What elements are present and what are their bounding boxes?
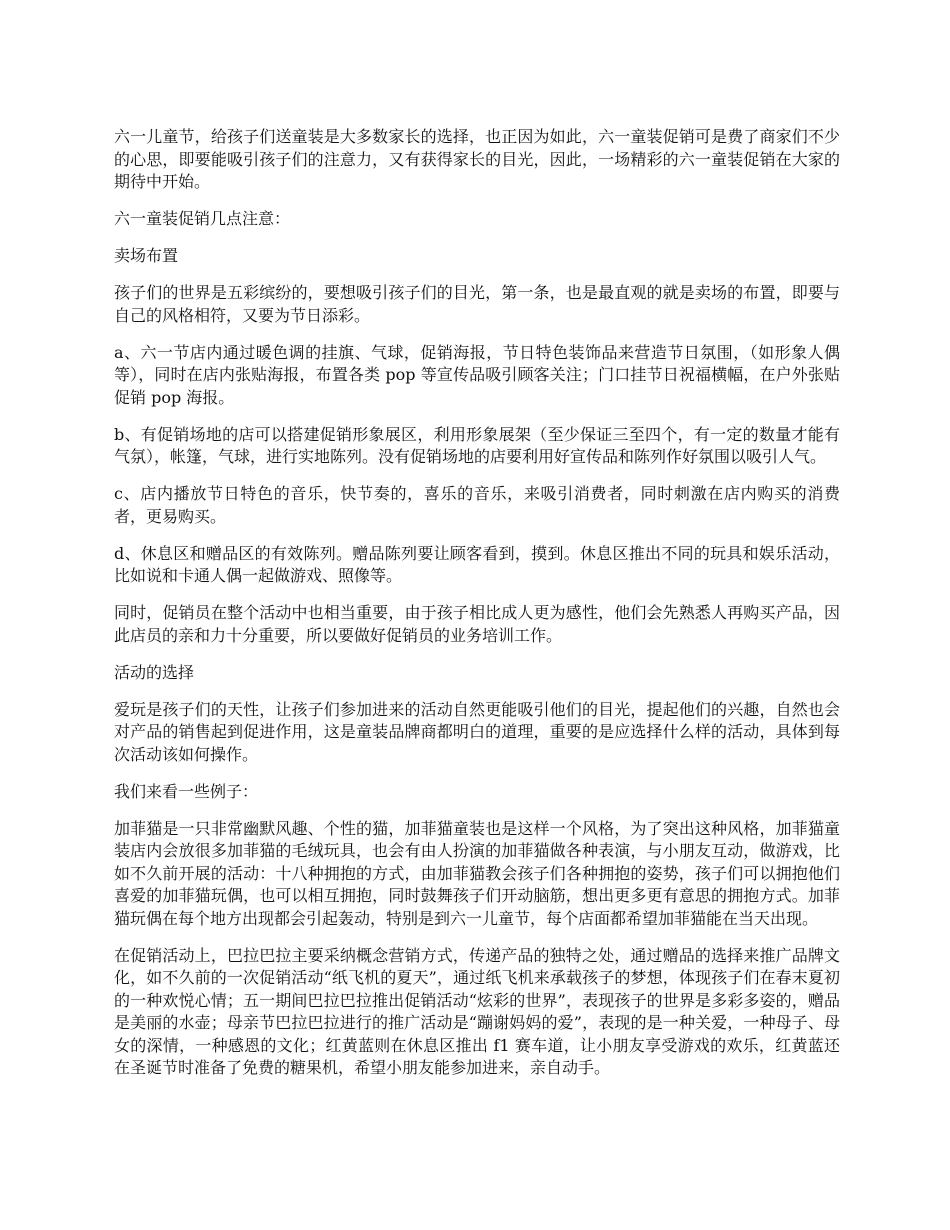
store-layout-paragraph: 孩子们的世界是五彩缤纷的，要想吸引孩子们的目光，第一条，也是最直观的就是卖场的布置，即要与自己的风格相符，又要为节日添彩。: [114, 283, 840, 325]
intro-paragraph: 六一儿童节，给孩子们送童装是大多数家长的选择，也正因为如此，六一童装促销可是费了商家们不少的心思，即要能吸引孩子们的注意力，又有获得家长的目光，因此，一场精彩的六一童装促销在大家的期待中开始。: [114, 127, 840, 191]
promoter-paragraph: 同时，促销员在整个活动中也相当重要，由于孩子相比成人更为感性，他们会先熟悉人再购买产品，因此店员的亲和力十分重要，所以要做好促销员的业务培训工作。: [114, 603, 840, 645]
examples-heading: 我们来看一些例子：: [114, 781, 259, 801]
balabala-paragraph: 在促销活动上，巴拉巴拉主要采纳概念营销方式，传递产品的独特之处，通过赠品的选择来推广品牌文化，如不久前的一次促销活动“纸飞机的夏天”，通过纸飞机来承载孩子的梦想，体现孩子们在春末夏初的一种欢悦心情；五一期间巴拉巴拉推出促销活动“炫彩的世界”，表现孩子的世界是多彩多姿的，赠品是美丽的水壶；母亲节巴拉巴拉进行的推广活动是“蹦谢妈妈的爱”，表现的是一种关爱，一种母子、母女的深情，一种感恩的文化；红黄蓝则在休息区推出 f1 赛车道，让小朋友享受游戏的欢乐，红黄蓝还在圣诞节时准备了免费的糖果机，希望小朋友能参加进来，亲自动手。: [114, 945, 840, 1077]
item-c-paragraph: c、店内播放节日特色的音乐，快节奏的，喜乐的音乐，来吸引消费者，同时刺激在店内购买的消费者，更易购买。: [114, 484, 840, 526]
section-heading-store-layout: 卖场布置: [114, 246, 179, 265]
section-heading-activity-choice: 活动的选择: [114, 662, 195, 682]
garfield-paragraph: 加菲猫是一只非常幽默风趣、个性的猫，加菲猫童装也是这样一个风格，为了突出这种风格，加菲猫童装店内会放很多加菲猫的毛绒玩具，也会有由人扮演的加菲猫做各种表演，与小朋友互动，做游戏，比如不久前开展的活动：十八种拥抱的方式，由加菲猫教会孩子们各种拥抱的姿势，孩子们可以拥抱他们喜爱的加菲猫玩偶，也可以相互拥抱，同时鼓舞孩子们开动脑筋，想出更多更有意思的拥抱方式。加菲猫玩偶在每个地方出现都会引起轰动，特别是到六一儿童节，每个店面都希望加菲猫能在当天出现。: [114, 818, 840, 928]
item-a-paragraph: a、六一节店内通过暖色调的挂旗、气球，促销海报，节日特色装饰品来营造节日氛围，（如形象人偶等），同时在店内张贴海报，布置各类 pop 等宣传品吸引顾客关注；门口挂节日祝福横幅，在户外张贴促销 pop 海报。: [114, 342, 840, 407]
item-b-paragraph: b、有促销场地的店可以搭建促销形象展区，利用形象展架（至少保证三至四个，有一定的数量才能有气氛），帐篷，气球，进行实地陈列。没有促销场地的店要利用好宣传品和陈列作好氛围以吸引人气。: [114, 424, 840, 466]
item-d-paragraph: d、休息区和赠品区的有效陈列。赠品陈列要让顾客看到，摸到。休息区推出不同的玩具和娱乐活动，比如说和卡通人偶一起做游戏、照像等。: [114, 543, 840, 585]
notes-heading: 六一童装促销几点注意：: [114, 209, 291, 228]
document-page: [114, 126, 840, 1094]
activity-paragraph: 爱玩是孩子们的天性，让孩子们参加进来的活动自然更能吸引他们的目光，提起他们的兴趣，自然也会对产品的销售起到促进作用，这是童装品牌商都明白的道理，重要的是应选择什么样的活动，具体到每次活动该如何操作。: [114, 699, 840, 764]
